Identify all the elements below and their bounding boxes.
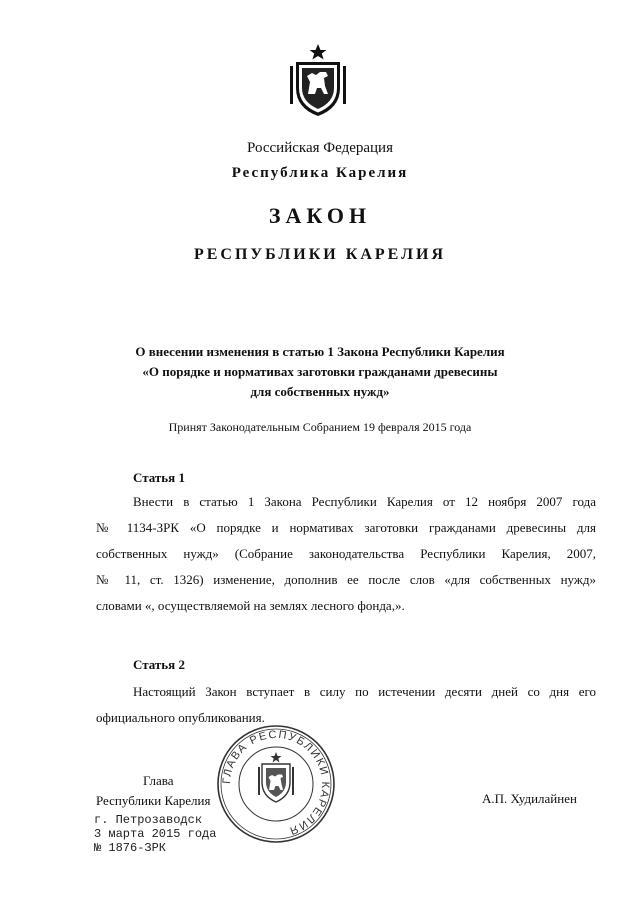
law-title: ЗАКОН [268,203,372,228]
document-heading-line-1: О внесении изменения в статью 1 Закона Республики Карелия [135,344,505,359]
article-1-line: Внести в статью 1 Закона Республики Карелия от 12 ноября 2007 года [133,494,596,509]
coat-of-arms-emblem [286,42,350,118]
signatory-position [96,771,210,811]
seal-text: ГЛАВА РЕСПУБЛИКИ КАРЕЛИЯ [220,728,332,838]
signatory-position-line-2: Республики Карелия [96,793,211,808]
registration-block [94,813,216,855]
republic-name: Республика Карелия [231,165,409,181]
article-2-title: Статья 2 [133,657,185,672]
document-heading-line-2: «О порядке и нормативах заготовки гражданами древесины [142,364,498,379]
signatory-name: А.П. Худилайнен [482,791,577,806]
registration-date: 3 марта 2015 года [94,827,217,841]
registration-number: № 1876-ЗРК [94,841,167,855]
article-2-line: официального опубликования. [96,710,265,725]
article-1-title: Статья 1 [133,470,185,485]
article-2-text [96,679,596,731]
article-1-line: № 11, ст. 1326) изменение, дополнив ее после слов «для собственных нужд» [96,572,596,587]
signatory-position-line-1: Глава [143,773,174,788]
article-1-line: собственных нужд» (Собрание законодательства Республики Карелия, 2007, [96,546,596,561]
document-heading-line-3: для собственных нужд» [250,384,390,399]
article-1-line: № 1134-ЗРК «О порядке и нормативах заготовки гражданами древесины для [96,520,596,535]
official-seal [214,722,338,846]
article-2-line: Настоящий Закон вступает в силу по истечении десяти дней со дня его [133,684,596,699]
article-1-text [96,489,596,619]
adoption-note: Принят Законодательным Собранием 19 февраля 2015 года [168,420,472,434]
article-1-line: словами «, осуществляемой на землях лесного фонда,». [96,598,405,613]
law-subtitle: РЕСПУБЛИКИ КАРЕЛИЯ [193,246,447,263]
country-name: Российская Федерация [247,140,393,156]
registration-city: г. Петрозаводск [94,813,203,827]
